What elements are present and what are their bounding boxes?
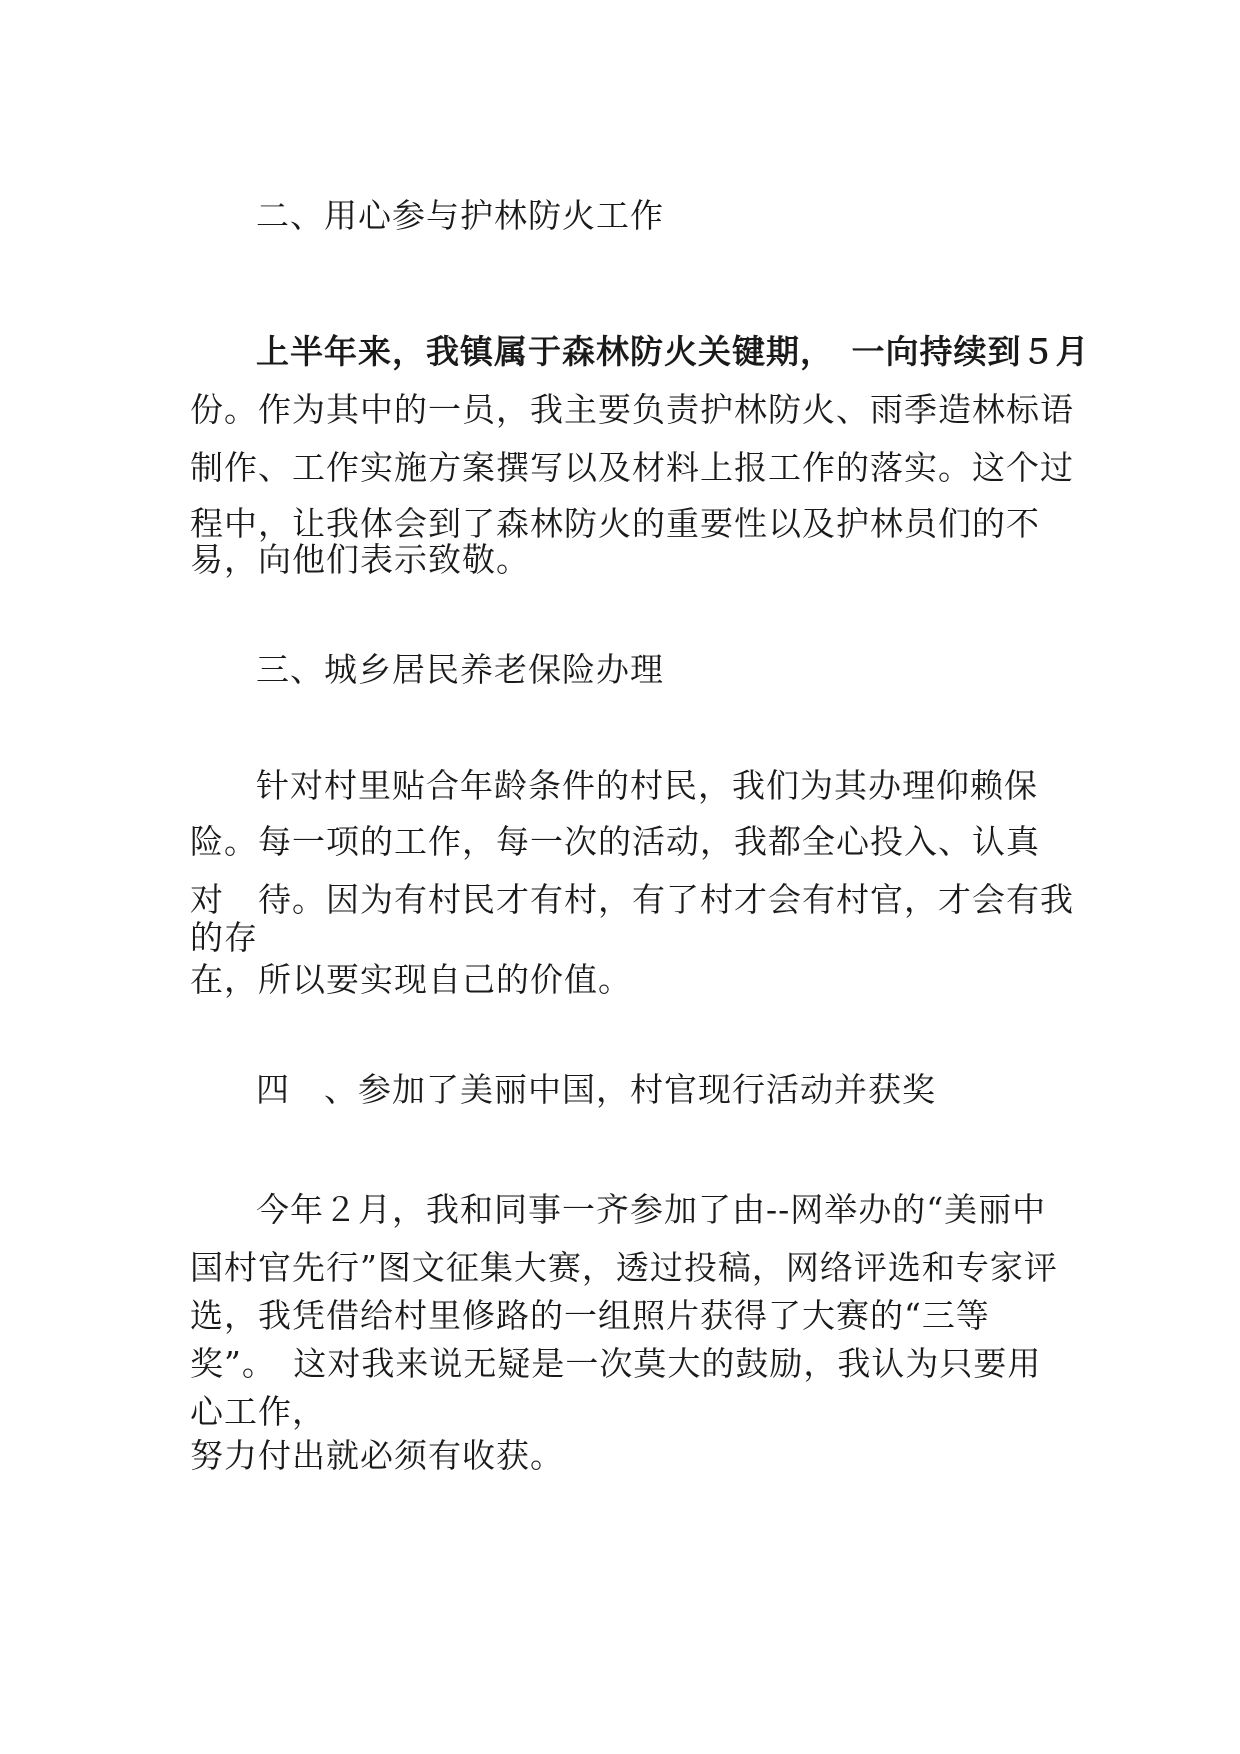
paragraph-line: 在，所以要实现自己的价值。 [190,960,632,999]
section-heading-4: 四 、参加了美丽中国，村官现行活动并获奖 [256,1070,936,1109]
paragraph-line: 易，向他们表示致敬。 [190,540,530,579]
paragraph-line: 选，我凭借给村里修路的一组照片获得了大赛的“三等 [190,1296,990,1335]
paragraph-line: 今年２月，我和同事一齐参加了由--网举办的“美丽中 [256,1190,1047,1229]
paragraph-line: 上半年来，我镇属于森林防火关键期， 一向持续到５月 [256,332,1090,371]
paragraph-line: 险。每一项的工作，每一次的活动，我都全心投入、认真 [190,822,1040,861]
paragraph-line: 心工作， [190,1392,326,1431]
paragraph-line: 份。作为其中的一员，我主要负责护林防火、雨季造林标语 [190,390,1074,429]
paragraph-line: 针对村里贴合年龄条件的村民，我们为其办理仰赖保 [256,766,1038,805]
paragraph-line: 程中，让我体会到了森林防火的重要性以及护林员们的不 [190,504,1040,543]
paragraph-line: 制作、工作实施方案撰写以及材料上报工作的落实。这个过 [190,448,1074,487]
section-heading-3: 三、城乡居民养老保险办理 [256,650,664,689]
paragraph-line: 对 待。因为有村民才有村，有了村才会有村官，才会有我 [190,880,1074,919]
paragraph-line: 奖”。 这对我来说无疑是一次莫大的鼓励，我认为只要用 [190,1344,1042,1383]
paragraph-line: 的存 [190,918,258,957]
paragraph-line: 努力付出就必须有收获。 [190,1436,564,1475]
section-heading-2: 二、用心参与护林防火工作 [256,196,664,235]
paragraph-line: 国村官先行”图文征集大赛，透过投稿，网络评选和专家评 [190,1248,1058,1287]
